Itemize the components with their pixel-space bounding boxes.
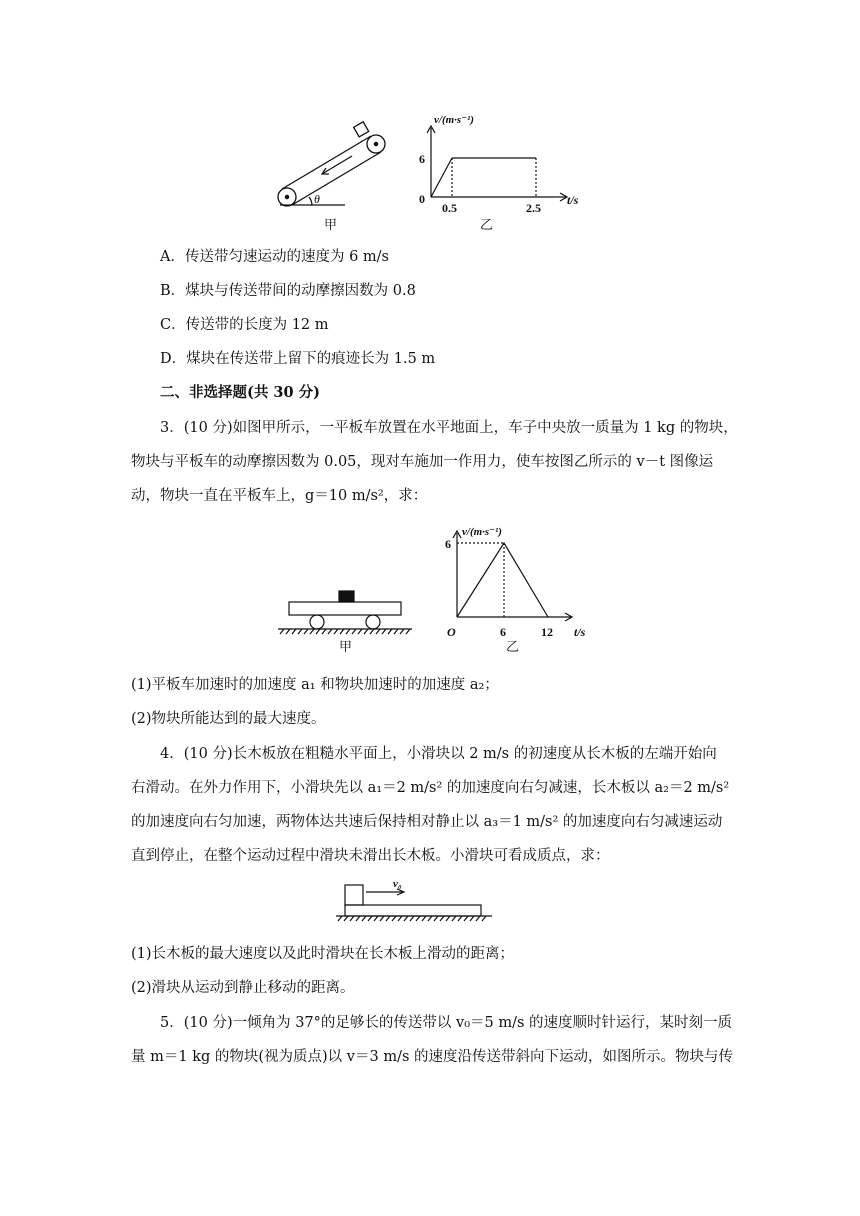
- fig2-origin: O: [447, 625, 456, 639]
- fig2-y-tick: 6: [445, 537, 451, 551]
- q3-sub-2: (2)物块所能达到的最大速度。: [131, 711, 326, 727]
- fig1-x-tick-1: 0.5: [442, 201, 457, 215]
- cart-diagram: [278, 591, 412, 634]
- q5-line-2: 量 m＝1 kg 的物块(视为质点)以 v＝3 m/s 的速度沿传送带斜向下运动，如图所示。物块与传: [131, 1049, 734, 1065]
- q4-sub-2: (2)滑块从运动到静止移动的距离。: [131, 980, 355, 996]
- fig2-axis-v: v/(m·s⁻¹): [462, 526, 502, 538]
- conveyor-diagram: [278, 122, 385, 206]
- figure-conveyor-vt: [0, 0, 860, 240]
- fig1-jia-label: 甲: [324, 217, 338, 232]
- vt-graph-2: [453, 531, 572, 621]
- figure-cart-vt: [0, 515, 860, 655]
- vt-graph-1: [427, 126, 567, 201]
- option-a: A．传送带匀速运动的速度为 6 m/s: [160, 249, 389, 265]
- theta-label: θ: [314, 192, 320, 206]
- fig2-jia-label: 甲: [339, 639, 353, 654]
- fig1-axis-v: v/(m·s⁻¹): [434, 114, 474, 126]
- q3-sub-1: (1)平板车加速时的加速度 a₁ 和物块加速时的加速度 a₂；: [131, 677, 499, 693]
- q4-line-1: 4．(10 分)长木板放在粗糙水平面上，小滑块以 2 m/s 的初速度从长木板的左端开始向: [160, 746, 717, 762]
- figure-block-board: [0, 874, 860, 934]
- q4-line-4: 直到停止，在整个运动过程中滑块未滑出长木板。小滑块可看成质点，求：: [131, 848, 610, 864]
- fig1-yi-label: 乙: [480, 217, 494, 232]
- fig1-x-tick-2: 2.5: [526, 201, 541, 215]
- option-b: B．煤块与传送带间的动摩擦因数为 0.8: [160, 283, 416, 299]
- option-d: D．煤块在传送带上留下的痕迹长为 1.5 m: [160, 351, 436, 367]
- fig1-y-tick: 6: [419, 152, 425, 166]
- q3-line-3: 动，物块一直在平板车上，g＝10 m/s²，求：: [131, 488, 428, 504]
- section-title: 二、非选择题(共 30 分): [160, 384, 320, 401]
- fig1-axis-t: t/s: [567, 193, 579, 207]
- fig2-axis-t: t/s: [574, 625, 586, 639]
- fig2-yi-label: 乙: [506, 639, 520, 654]
- q4-sub-1: (1)长木板的最大速度以及此时滑块在长木板上滑动的距离；: [131, 946, 515, 962]
- fig1-origin: 0: [419, 192, 425, 206]
- q3-line-2: 物块与平板车的动摩擦因数为 0.05，现对车施加一作用力，使车按图乙所示的 v－t 图像运: [131, 454, 714, 470]
- board-diagram: [336, 885, 492, 921]
- q5-line-1: 5．(10 分)一倾角为 37°的足够长的传送带以 v₀＝5 m/s 的速度顺时针运行，某时刻一质: [160, 1015, 733, 1031]
- q3-line-1: 3．(10 分)如图甲所示，一平板车放置在水平地面上，车子中央放一质量为 1 kg 的物块，: [160, 420, 738, 436]
- fig2-x-tick-2: 12: [541, 625, 553, 639]
- v0-label: v₀: [393, 878, 402, 890]
- q4-line-2: 右滑动。在外力作用下，小滑块先以 a₁＝2 m/s² 的加速度向右匀减速，长木板以 a₂＝2 m/s²: [131, 780, 730, 796]
- fig2-x-tick-1: 6: [500, 625, 506, 639]
- q4-line-3: 的加速度向右匀加速，两物体达共速后保持相对静止以 a₃＝1 m/s² 的加速度向右匀减速运动: [131, 814, 723, 830]
- option-c: C．传送带的长度为 12 m: [160, 317, 329, 333]
